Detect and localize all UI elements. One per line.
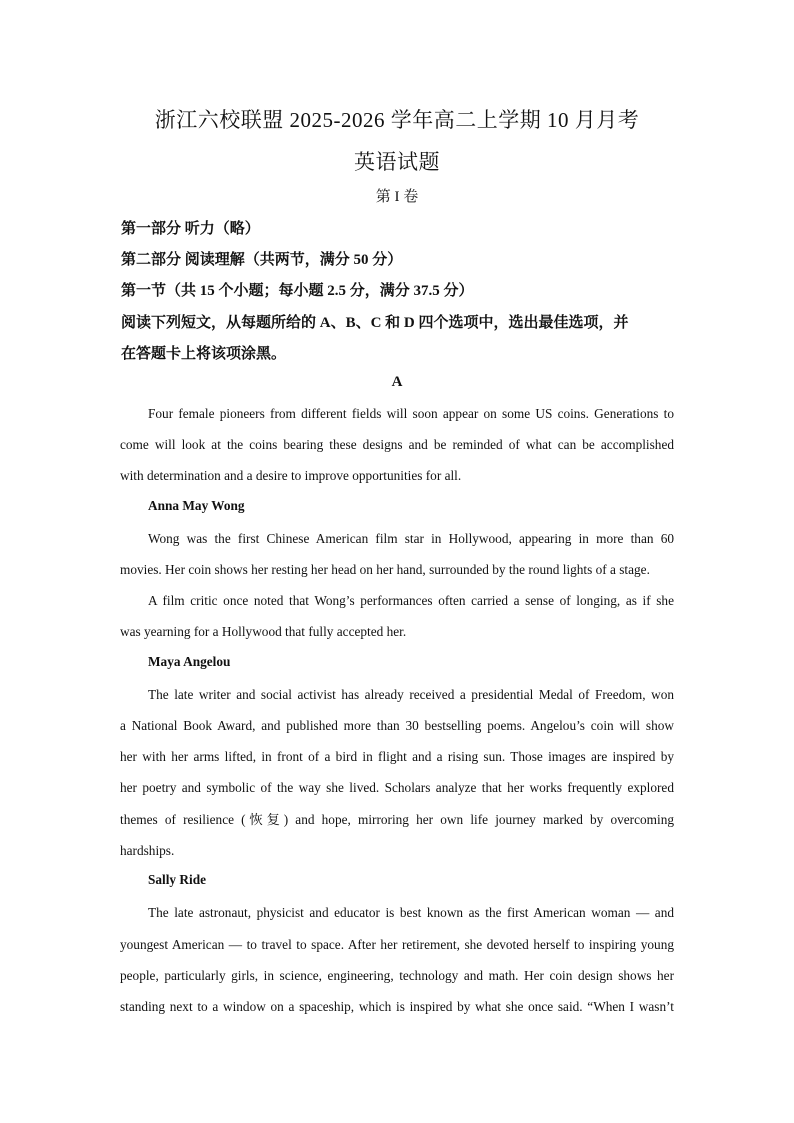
paragraph-line: themes of resilience (恢复) and hope, mirroring her own life journey marked by overcoming (120, 812, 674, 827)
paragraph-line: Wong was the first Chinese American film star in Hollywood, appearing in more than 60 (148, 531, 674, 546)
exam-subtitle: 英语试题 (354, 150, 440, 174)
exam-title: 浙江六校联盟 2025-2026 学年高二上学期 10 月月考 (154, 108, 640, 132)
part2-heading: 第二部分 阅读理解（共两节，满分 50 分） (121, 252, 403, 268)
paragraph-line: youngest American — to travel to space. After her retirement, she devoted herself to inspiring young (120, 937, 674, 952)
paragraph-line: with determination and a desire to improve opportunities for all. (120, 468, 462, 483)
paragraph-line: standing next to a window on a spaceship, which is inspired by what she once said. “When I wasn’t (120, 999, 674, 1014)
volume-label: 第 I 卷 (375, 189, 419, 205)
paragraph-line: her poetry and symbolic of the way she lived. Scholars analyze that her works frequently explored (120, 780, 674, 795)
part1-heading: 第一部分 听力（略） (121, 221, 260, 237)
directions-line-2: 在答题卡上将该项涂黑。 (121, 346, 287, 362)
paragraph-line: hardships. (120, 843, 175, 858)
passage-letter: A (391, 374, 403, 390)
paragraph-line: was yearning for a Hollywood that fully accepted her. (120, 624, 407, 639)
section-heading-ride: Sally Ride (148, 872, 206, 887)
section1-heading: 第一节（共 15 个小题；每小题 2.5 分，满分 37.5 分） (121, 283, 474, 299)
paragraph-line: people, particularly girls, in science, engineering, technology and math. Her coin design shows her (120, 968, 674, 983)
paragraph-line: The late writer and social activist has already received a presidential Medal of Freedom, won (148, 687, 674, 702)
section-heading-angelou: Maya Angelou (148, 654, 231, 669)
paragraph-line: her with her arms lifted, in front of a bird in flight and a rising sun. Those images are inspired by (120, 749, 674, 764)
paragraph-line: come will look at the coins bearing these designs and be reminded of what can be accomplished (120, 437, 674, 452)
paragraph-line: movies. Her coin shows her resting her head on her hand, surrounded by the round lights of a stage. (120, 562, 650, 577)
directions-line-1: 阅读下列短文，从每题所给的 A、B、C 和 D 四个选项中，选出最佳选项，并 (121, 315, 629, 331)
paragraph-line: a National Book Award, and published more than 30 bestselling poems. Angelou’s coin will show (120, 718, 674, 733)
paragraph-line: The late astronaut, physicist and educator is best known as the first American woman — and (148, 905, 674, 920)
paragraph-line: Four female pioneers from different fields will soon appear on some US coins. Generations to (148, 406, 674, 421)
paragraph-line: A film critic once noted that Wong’s performances often carried a sense of longing, as if she (148, 593, 674, 608)
section-heading-wong: Anna May Wong (148, 498, 245, 513)
